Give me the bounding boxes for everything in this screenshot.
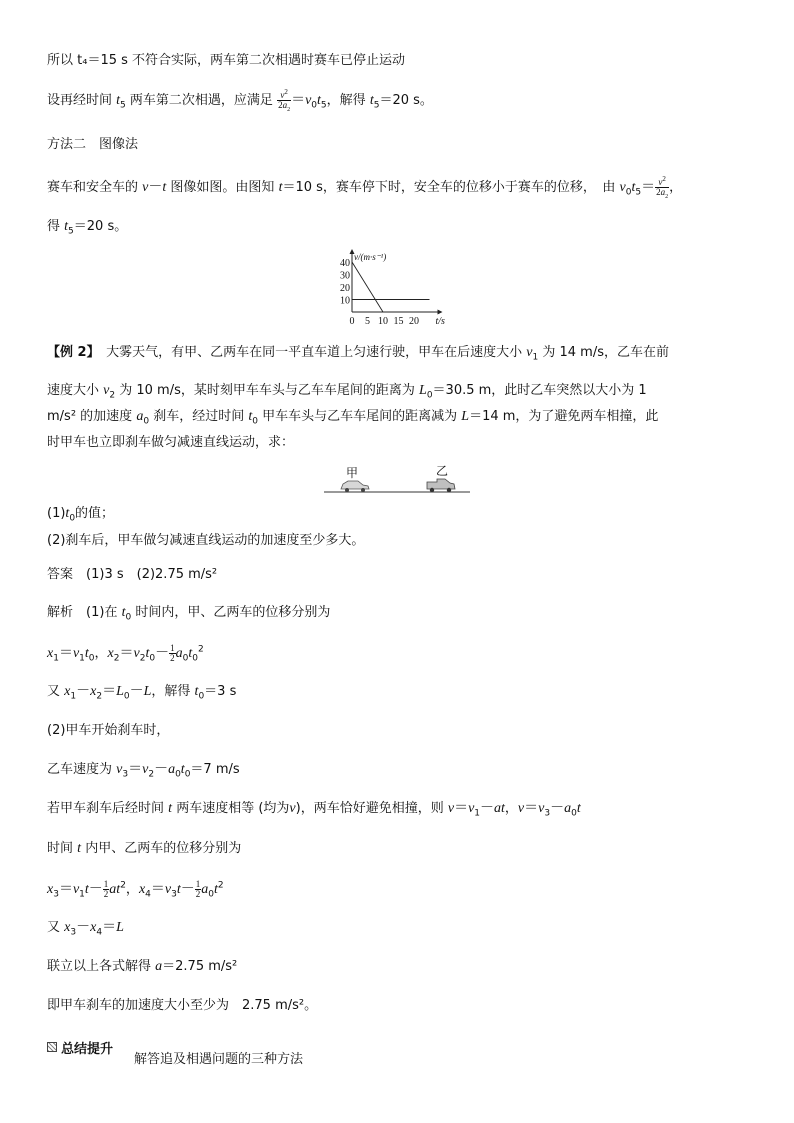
summary-text: 解答追及相遇问题的三种方法 — [134, 1052, 304, 1067]
equation-x1-x2: $x_1=v_1t_0$，$x_2=v_2t_0-$ $\frac{1}{2}$ $a_0t_0^2$ — [47, 643, 204, 664]
summary-box-icon — [47, 1042, 57, 1052]
y-tick-label: 40 — [340, 258, 350, 269]
equation-x3-minus-x4: 又 $x_3-x_4=L$ — [47, 920, 124, 938]
y-tick-label: 20 — [340, 283, 350, 294]
example-2-line-4: 时甲车也立即刹车做匀减速直线运动，求： — [47, 435, 295, 450]
x-tick-label: 10 — [378, 316, 388, 327]
x-tick-label: 20 — [409, 316, 419, 327]
car-a-label: 甲 — [346, 466, 359, 480]
paragraph-second-meeting: 设再经时间 $t_5$ 两车第二次相遇，应满足 $\frac{v^2}{2a_2}$ $=v_0t_5$，解得 $t_5=20$ s。 — [47, 88, 433, 113]
cars-illustration — [324, 462, 470, 496]
series-race-car-line — [352, 262, 383, 312]
paragraph-t4-conclusion: 所以 t₄＝15 s 不符合实际，两车第二次相遇时赛车已停止运动 — [47, 53, 406, 68]
paragraph-t5-result: 得 $t_5=20$ s。 — [47, 219, 128, 237]
analysis-label: 解析 — [47, 605, 74, 620]
question-2: (2)刹车后，甲车做匀减速直线运动的加速度至少多大。 — [47, 533, 365, 548]
example-2-line-2: 速度大小 $v_2$ 为 10 m/s，某时刻甲车车头与乙车车尾间的距离为 $L_0=30.5$ m，此时乙车突然以大小为 1 — [47, 383, 647, 401]
example-2-line-1: 【例 2】 大雾天气，有甲、乙两车在同一平直车道上匀速行驶，甲车在后速度大小 $v_1$ 为 14 m/s，乙车在前 — [47, 345, 669, 363]
x-axis-label: t/s — [435, 316, 445, 327]
example-2-line-3: m/s² 的加速度 $a_0$ 刹车，经过时间 $t_0$ 甲车车头与乙车车尾间的距离减为 L＝14 m，为了避免两车相撞，此 — [47, 409, 659, 427]
paragraph-vt-graph: 赛车和安全车的 v－t 图像如图。由图知 t＝10 s，赛车停下时，安全车的位移小于赛车的位移， 由 $v_0t_5=$ $\frac{v^2}{2a_2}$ ， — [47, 175, 683, 200]
example-2-label: 【例 2】 — [47, 345, 94, 360]
equation-x3-x4: $x_3=v_1t-$ $\frac{1}{2}$ $at^2$，$x_4=v_3t-$ $\frac{1}{2}$ $a_0t^2$ — [47, 879, 224, 900]
question-1: $(1)t_0$的值； — [47, 506, 115, 524]
equation-t0: 又 $x_1-x_2=L_0-L$，解得 $t_0=3$ s — [47, 684, 237, 702]
analysis-conclusion: 即甲车刹车的加速度大小至少为 2.75 m/s²。 — [47, 998, 318, 1013]
analysis-displacement-intro: 时间 t 内甲、乙两车的位移分别为 — [47, 841, 242, 856]
y-tick-label: 10 — [340, 295, 350, 307]
x-tick-label: 15 — [393, 316, 404, 327]
equation-result-a: 联立以上各式解得 a＝2.75 m/s² — [47, 959, 238, 974]
answer-label: 答案 — [47, 567, 74, 582]
x-axis-arrow — [438, 310, 443, 315]
vt-chart — [330, 248, 460, 330]
x-tick-label: 5 — [365, 316, 370, 327]
car-b-label: 乙 — [436, 464, 449, 478]
summary-heading: 总结提升 — [47, 1038, 113, 1057]
analysis-line-1: 解析 (1)在 $t_0$ 时间内，甲、乙两车的位移分别为 — [47, 605, 331, 623]
analysis-part-2: (2)甲车开始刹车时， — [47, 723, 170, 738]
equation-equal-speed: 若甲车刹车后经时间 t 两车速度相等 (均为v)，两车恰好避免相撞，则 $v=v_1-at$，$v=v_3-a_0t$ — [47, 801, 581, 819]
x-tick-label: 0 — [349, 316, 355, 327]
cars-drawing — [324, 462, 470, 496]
answer-line: 答案 (1)3 s (2)2.75 m/s² — [47, 567, 218, 582]
equation-v3: 乙车速度为 $v_3=v_2-a_0t_0=7$ m/s — [47, 762, 240, 780]
y-axis-label: v/(m·s⁻¹) — [354, 252, 387, 262]
y-tick-label: 30 — [340, 270, 350, 282]
method-two-heading: 方法二 图像法 — [47, 137, 139, 152]
